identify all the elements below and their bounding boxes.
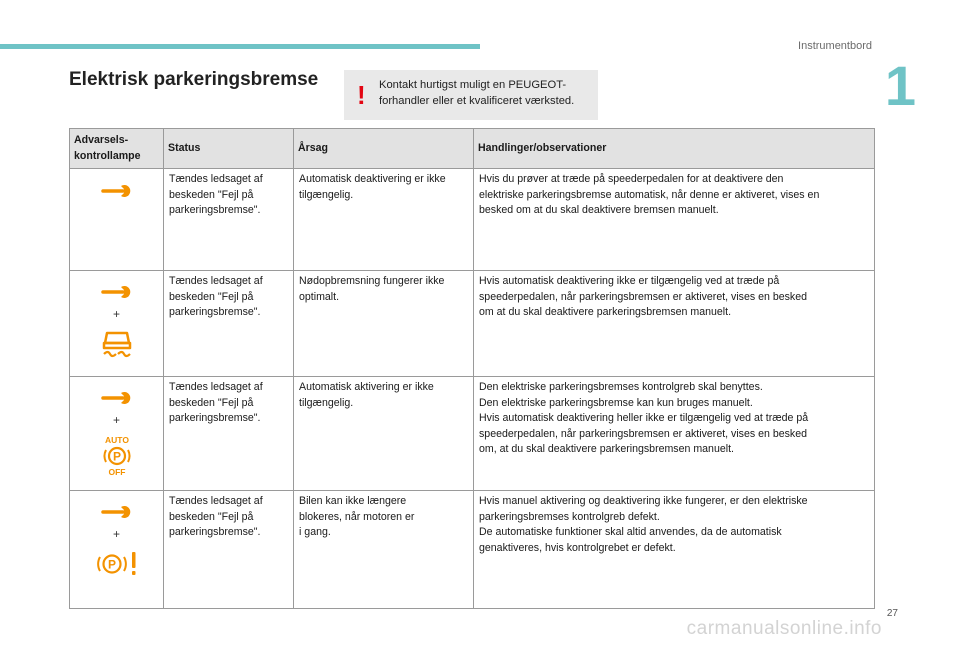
actions-line: Hvis manuel aktivering og deaktivering ikke fungerer, er den elektriske bbox=[479, 495, 808, 507]
status-line: parkeringsbremse". bbox=[169, 204, 261, 216]
watermark: carmanualsonline.info bbox=[686, 618, 882, 639]
actions-line: om at du skal deaktivere parkeringsbremsen manuelt. bbox=[479, 306, 732, 318]
chapter-number: 1 bbox=[884, 54, 916, 117]
status-cell bbox=[164, 377, 294, 491]
status-line: beskeden "Fejl på bbox=[169, 290, 254, 303]
cause-cell bbox=[294, 169, 474, 271]
parking-brake-fault-icon bbox=[94, 549, 140, 579]
page-title: Elektrisk parkeringsbremse bbox=[69, 69, 319, 90]
status-line: Tændes ledsaget af bbox=[169, 275, 263, 287]
actions-line: Den elektriske parkeringsbremses kontrolgreb skal benyttes. bbox=[479, 381, 763, 393]
auto-parking-brake-off-icon bbox=[97, 435, 137, 477]
table-row bbox=[70, 377, 875, 491]
cause-cell bbox=[294, 377, 474, 491]
cause-line: blokeres, når motoren er bbox=[299, 510, 415, 523]
p-label: P bbox=[107, 557, 116, 571]
plus-sign: + bbox=[112, 307, 120, 321]
warning-text-line: forhandler eller et kvalificeret værksted. bbox=[379, 95, 575, 107]
actions-cell bbox=[474, 491, 875, 609]
wrench-icon bbox=[99, 385, 135, 407]
header-actions: Handlinger/observationer bbox=[474, 129, 875, 169]
actions-line: Hvis automatisk deaktivering ikke er tilgængelig ved at træde på bbox=[479, 275, 780, 287]
actions-line: Hvis du prøver at træde på speederpedalen for at deaktivere den bbox=[479, 173, 784, 185]
status-line: parkeringsbremse". bbox=[169, 306, 261, 318]
actions-line: elektriske parkeringsbremse automatisk, når denne er aktiveret, vises en bbox=[479, 188, 820, 201]
status-line: beskeden "Fejl på bbox=[169, 396, 254, 409]
status-cell bbox=[164, 271, 294, 377]
wrench-icon bbox=[99, 279, 135, 301]
status-line: beskeden "Fejl på bbox=[169, 188, 254, 201]
header-status: Status bbox=[164, 129, 294, 169]
cause-line: optimalt. bbox=[299, 290, 340, 303]
status-line: parkeringsbremse". bbox=[169, 412, 261, 424]
cause-line: Automatisk aktivering er ikke bbox=[299, 381, 434, 393]
section-label: Instrumentbord bbox=[798, 40, 872, 52]
off-label: OFF bbox=[108, 466, 125, 477]
lamp-cell bbox=[70, 491, 164, 609]
cause-line: Bilen kan ikke længere bbox=[299, 495, 407, 507]
actions-line: speederpedalen, når parkeringsbremsen er aktiveret, vises en besked bbox=[479, 290, 808, 303]
status-line: Tændes ledsaget af bbox=[169, 381, 263, 393]
status-line: parkeringsbremse". bbox=[169, 526, 261, 538]
cause-line: i gang. bbox=[299, 526, 331, 538]
actions-cell bbox=[474, 169, 875, 271]
status-cell bbox=[164, 491, 294, 609]
status-line: beskeden "Fejl på bbox=[169, 510, 254, 523]
cause-cell bbox=[294, 271, 474, 377]
warning-text-line: Kontakt hurtigst muligt en PEUGEOT- bbox=[379, 79, 567, 91]
wrench-icon bbox=[99, 499, 135, 521]
status-line: Tændes ledsaget af bbox=[169, 173, 263, 185]
exclamation-icon: ! bbox=[357, 80, 366, 110]
table-row bbox=[70, 169, 875, 271]
actions-line: Hvis automatisk deaktivering heller ikke er tilgængelig ved at træde på bbox=[479, 412, 809, 424]
header-lamp-line: kontrollampe bbox=[74, 149, 141, 162]
actions-line: Den elektriske parkeringsbremse kan kun bruges manuelt. bbox=[479, 396, 753, 409]
lamp-cell bbox=[70, 271, 164, 377]
cause-line: Automatisk deaktivering er ikke bbox=[299, 173, 446, 185]
top-accent-bar bbox=[0, 44, 480, 49]
actions-line: om, at du skal deaktivere parkeringsbremsen manuelt. bbox=[479, 443, 734, 455]
actions-line: besked om at du skal deaktivere bremsen manuelt. bbox=[479, 204, 719, 216]
cause-line: Nødopbremsning fungerer ikke bbox=[299, 275, 445, 287]
wrench-icon bbox=[99, 177, 135, 201]
plus-sign: + bbox=[112, 413, 120, 427]
actions-line: parkeringsbremses kontrolgreb defekt. bbox=[479, 510, 660, 523]
lamp-cell bbox=[70, 377, 164, 491]
lamp-cell bbox=[70, 169, 164, 271]
header-cause: Årsag bbox=[294, 129, 474, 169]
actions-line: speederpedalen, når parkeringsbremsen er aktiveret, vises en besked bbox=[479, 427, 808, 440]
table-row bbox=[70, 491, 875, 609]
actions-cell bbox=[474, 377, 875, 491]
actions-line: genaktiveres, hvis kontrolgrebet er defekt. bbox=[479, 541, 676, 554]
warning-note bbox=[344, 70, 598, 120]
plus-sign: + bbox=[112, 527, 120, 541]
cause-cell bbox=[294, 491, 474, 609]
p-label: P bbox=[112, 449, 121, 463]
table-header-row bbox=[70, 129, 875, 169]
table-row bbox=[70, 271, 875, 377]
actions-line: De automatiske funktioner skal altid anvendes, da de automatisk bbox=[479, 526, 782, 538]
car-skid-icon bbox=[100, 329, 134, 361]
status-line: Tændes ledsaget af bbox=[169, 495, 263, 507]
header-lamp bbox=[70, 129, 164, 169]
status-cell bbox=[164, 169, 294, 271]
actions-cell bbox=[474, 271, 875, 377]
cause-line: tilgængelig. bbox=[299, 188, 354, 201]
warning-lamp-table bbox=[69, 128, 875, 609]
cause-line: tilgængelig. bbox=[299, 396, 354, 409]
header-lamp-line: Advarsels- bbox=[74, 134, 129, 146]
auto-label: AUTO bbox=[104, 434, 129, 445]
page-number: 27 bbox=[886, 608, 898, 619]
